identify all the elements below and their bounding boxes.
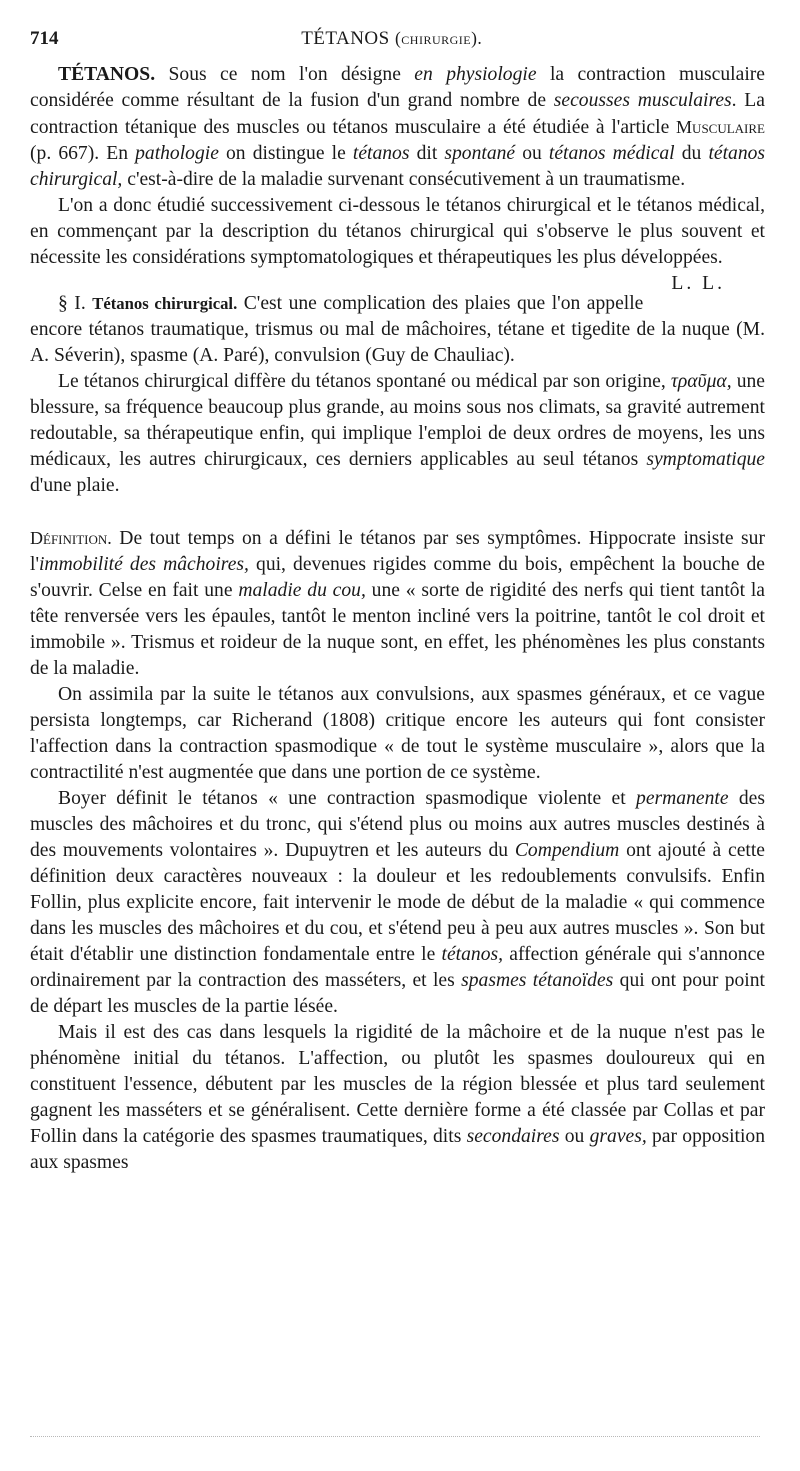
assimila-paragraph: On assimila par la suite le tétanos aux convulsions, aux spasmes généraux, et ce vague persista longtemps, car Richerand (1808) critique encore les auteurs qui font consister l'affection dans la contraction spasmodique « de tout le système musculaire », alors que la contractilité n'est augmentée que dans une portion de ce système.	[30, 684, 765, 783]
definition-label: Définition.	[30, 528, 112, 548]
definition-paragraph: Définition. De tout temps on a défini le tétanos par ses symptômes. Hippocrate insiste sur l'immobilité des mâchoires, qui, devenues rigides comme du bois, empêchent la bouche de s'ouvrir. Celse en fait une maladie du cou, une « sorte de rigidité des nerfs qui tient tantôt la tête renversée vers les épaules, tantôt le menton incliné vers la poitrine, tantôt le col droit et immobile ». Trismus et roideur de la nuque sont, en effet, les phénomènes les plus constants de la maladie.	[30, 528, 765, 679]
running-title: TÉTANOS (chirurgie).	[301, 28, 483, 49]
intro-paragraph: TÉTANOS. Sous ce nom l'on désigne en physiologie la contraction musculaire considérée comme résultant de la fusion d'un grand nombre de secousses musculaires. La contraction tétanique des muscles ou tétanos musculaire a été étudiée à l'article Musculaire (p. 667). En pathologie on distingue le tétanos dit spontané ou tétanos médical du tétanos chirurgical, c'est-à-dire de la maladie survenant consécutivement à un traumatisme.	[30, 64, 766, 190]
origin-paragraph: Le tétanos chirurgical diffère du tétanos spontané ou médical par son origine, τραῦμα, une blessure, sa fréquence beaucoup plus grande, au moins sous nos climats, sa gravité autrement redoutable, sa thérapeutique enfin, qui implique l'emploi de deux ordres de moyens, les uns médicaux, les autres chirurgicaux, ces derniers applicables au seul tétanos symptomatique d'une plaie.	[30, 371, 765, 496]
running-header	[30, 28, 765, 62]
boyer-paragraph: Boyer définit le tétanos « une contraction spasmodique violente et permanente des muscles des mâchoires et du tronc, qui s'étend plus ou moins aux autres muscles destinés à des mouvements volontaires ». Dupuytren et les auteurs du Compendium ont ajouté à cette définition deux caractères nouveaux : la douleur et les redoublements convulsifs. Enfin Follin, plus explicite encore, fait intervenir le mode de début de la maladie « qui commence dans les muscles des mâchoires et du cou, et s'étend peu à peu aux autres muscles ». Son but était d'établir une distinction fondamentale entre le tétanos, affection générale qui s'annonce ordinairement par la contraction des masséters, et les spasmes tétanoïdes qui ont pour point de départ les muscles de la partie lésée.	[30, 788, 765, 1017]
entry-term: TÉTANOS.	[58, 64, 156, 85]
intro-continuation: L'on a donc étudié successivement ci-dessous le tétanos chirurgical et le tétanos médical, en commençant par la description du tétanos chirurgical qui s'observe le plus souvent et nécessite les considérations symptomatologiques et thérapeutiques les plus développées. L. L.	[30, 193, 765, 271]
section-mark: § I.	[58, 293, 86, 314]
mais-paragraph: Mais il est des cas dans lesquels la rigidité de la mâchoire et de la nuque n'est pas le phénomène initial du tétanos. L'affection, ou plutôt les spasmes douloureux qui en constituent l'essence, débutent par les muscles de la région blessée et plus tard seulement gagnent les masséters et se généralisent. Cette dernière forme a été classée par Collas et par Follin dans la catégorie des spasmes traumatiques, dits secondaires ou graves, par opposition aux spasmes	[30, 1022, 766, 1173]
bottom-bleed-line	[30, 1436, 760, 1437]
author-signature: L. L.	[671, 273, 725, 294]
document-page	[30, 28, 765, 1176]
section-1-paragraph: § I. Tétanos chirurgical. C'est une complication des plaies que l'on appelle encore tétanos traumatique, trismus ou mal de mâchoires, tétane et tigedite de la nuque (M. A. Séverin), spasme (A. Paré), convulsion (Guy de Chauliac).	[30, 293, 765, 366]
section-heading: Tétanos chirurgical.	[92, 294, 238, 313]
page-number: 714	[30, 28, 59, 49]
